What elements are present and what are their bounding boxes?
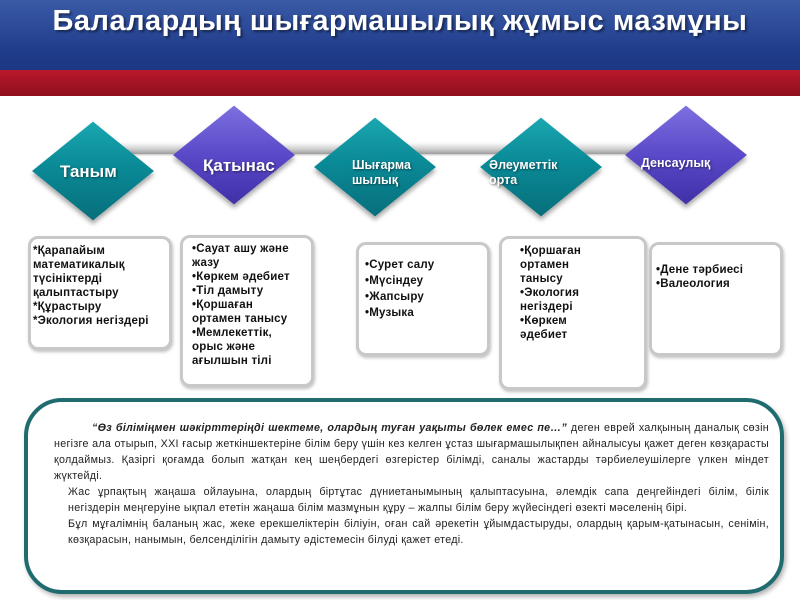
category-items-shygarmashylyk: •Сурет салу •Мүсіндеу •Жапсыру •Музыка xyxy=(365,259,435,319)
category-items-katynas: •Сауат ашу және жазу •Көркем әдебиет •Тіл дамыту •Қоршаған ортамен танысу •Мемлекеттік, орыс және ағылшын тілі xyxy=(192,243,290,367)
category-label-shygarmashylyk: Шығарма шылық xyxy=(352,158,411,187)
category-diamond-densaulyk xyxy=(625,106,747,205)
category-items-tanym: *Қарапайым математикалық түсініктерді қалыптастыру *Құрастыру *Экология негіздері xyxy=(33,245,149,327)
category-items-aleumettik-orta: •Қоршаған ортамен танысу •Экология негіздері •Көркем әдебиет xyxy=(520,245,582,341)
quote-paragraph-3: Бұл мұғалімнің баланың жас, жеке ерекшеліктерін біліуін, оған сай әрекетін ұйымдастыруды, олардың қарым-қатынасын, сенімін, көзқарасын, нанымын, белсенділігін дамыту әдістемесін білуді қажет етеді. xyxy=(68,518,769,546)
quote-emphasis: “Өз біліміңмен шәкірттеріңді шектеме, олардың туған уақыты бөлек емес пе…” xyxy=(92,422,568,434)
category-label-katynas: Қатынас xyxy=(203,156,275,175)
quote-text xyxy=(54,420,769,548)
category-label-aleumettik-orta: Әлеуметтік орта xyxy=(489,158,558,187)
header-stripe xyxy=(0,70,800,96)
category-box-densaulyk xyxy=(649,242,783,356)
quote-p1-rest: деген еврей халқының даналық сөзін негізге ала отырып, XXI ғасыр жеткіншектеріне білім беру үшін кез келген ұстаз шығармашылықпен айналысуы қажет деген көзқарасты қолдаймыз. Қазіргі қоғамда болып жатқан кең шеңбердегі өзгерістер білімді, саналы жастарды тәрбиелеушілерге үлкен міндет жүктейді. xyxy=(54,422,769,482)
page-title: Балалардың шығармашылық жұмыс мазмұны xyxy=(52,5,748,37)
category-label-tanym: Таным xyxy=(60,162,117,181)
category-items-densaulyk: •Дене тәрбиесі •Валеология xyxy=(656,264,744,290)
category-diamond-katynas xyxy=(173,106,295,205)
quote-paragraph-2: Жас ұрпақтың жаңаша ойлауына, олардың біртұтас дүниетанымының қалыптасуына, әлемдік сапа деңгейіндегі білім, білік негіздерін меңгеруіне ықпал ететін жаңаша білім мазмұнын құру – жалпы білім беру жүйесіндегі өзекті мәселенің бірі. xyxy=(68,486,769,514)
quote-paragraph-1 xyxy=(54,420,769,484)
category-label-densaulyk: Денсаулық xyxy=(641,156,711,170)
